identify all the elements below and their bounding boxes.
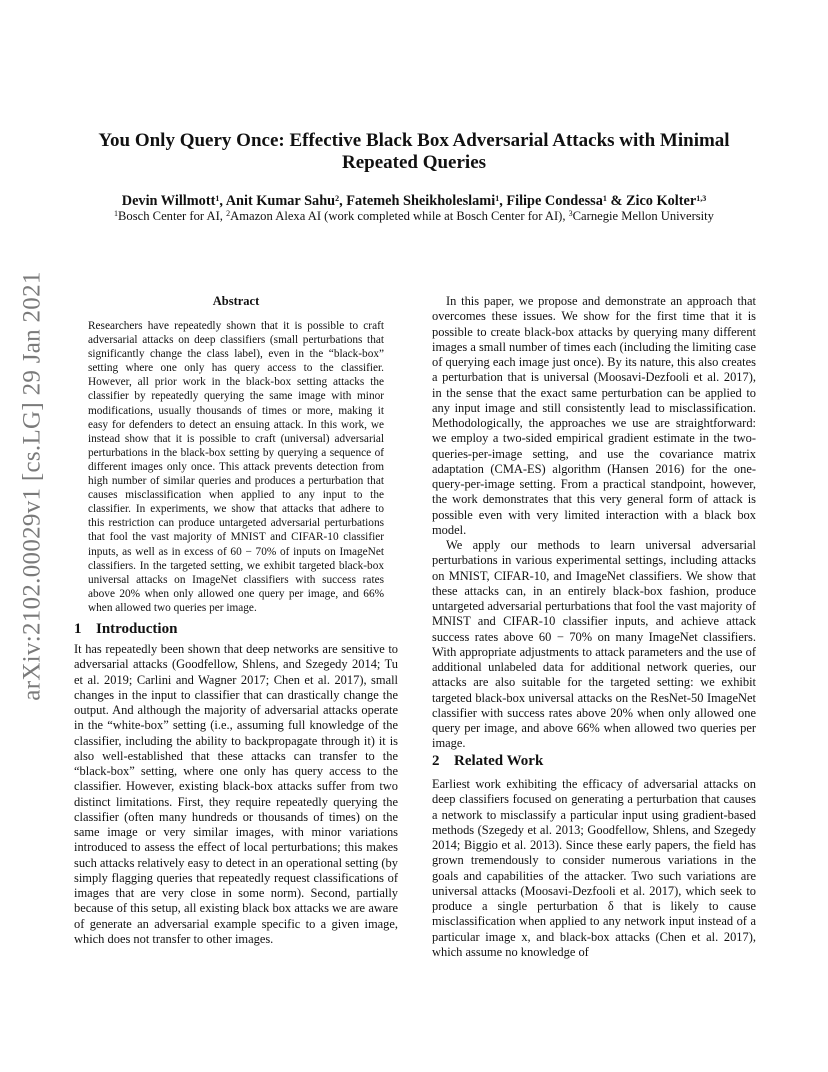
author-name: Devin Willmott <box>121 193 216 209</box>
affiliation-text: Amazon Alexa AI (work completed while at Bosch Center for AI), <box>230 209 569 223</box>
author-name: Zico Kolter <box>625 193 697 209</box>
author-affiliation-mark: 1 <box>495 194 500 203</box>
section-heading-related-work <box>432 752 543 770</box>
abstract-paragraph: Researchers have repeatedly shown that it is possible to craft adversarial attacks on deep classifiers (small perturbations that significantly change the class label), even in the “black-box” setting where one only has query access to the classifier. However, all prior work in the black-box setting attacks the classifier by repeatedly querying the same image with minor modifications, usually thousands of times or more, making it easy for defenders to detect an ensuing attack. In this work, we instead show that it is possible to craft (universal) adversarial perturbations in the black-box setting by querying a sequence of different images only once. This attack prevents detection from high number of similar queries and produces a perturbation that causes misclassification when applied to any input to the classifier. In experiments, we show that attacks that adhere to this restriction can produce untargeted adversarial perturbations that fool the vast majority of MNIST and CIFAR-10 classifier inputs, as well as in excess of 60 − 70% of inputs on ImageNet classifiers. In the targeted setting, we exhibit targeted black-box universal attacks on ImageNet classifiers with success rates above 20% when only allowed one query per image, and 66% when allowed two queries per image. <box>88 320 384 614</box>
related-work-body <box>432 777 756 960</box>
affiliation-mark: 3 <box>568 209 573 218</box>
section-title: Related Work <box>454 753 544 769</box>
abstract-body <box>88 319 384 615</box>
introduction-continued-body <box>432 294 756 752</box>
paragraph: Earliest work exhibiting the efficacy of adversarial attacks on deep classifiers focused on generating a perturbation that causes a network to misclassify a particular input using gradient-based methods (Szegedy et al. 2013; Goodfellow, Shlens, and Szegedy 2014; Biggio et al. 2013). Since these early papers, the field has grown tremendously to consider numerous variations in the goals and capabilities of the attacker. Two such variations are universal attacks (Moosavi-Dezfooli et al. 2017), which seek to produce a single perturbation δ that is likely to cause misclassification when applied to any network input instead of a particular image x, and black-box attacks (Chen et al. 2017), which assume no knowledge of <box>432 777 756 959</box>
affiliation-text: Carnegie Mellon University <box>572 209 714 223</box>
arxiv-identifier-text: arXiv:2102.00029v1 [cs.LG] 29 Jan 2021 <box>19 271 46 701</box>
arxiv-identifier-stamp <box>18 271 48 701</box>
section-heading-introduction <box>74 620 177 638</box>
author-name: Anit Kumar Sahu <box>225 193 336 209</box>
section-number: 2 <box>432 753 440 769</box>
author-list: Devin Willmott$^1$, Anit Kumar Sahu$^2$, Fatemeh Sheikholeslami$^1$, Filipe Condessa$^1$ & Zico Kolter$^{1,3}$ <box>121 193 707 209</box>
author-affiliation-mark: 2 <box>335 194 340 203</box>
affiliation-mark: 1 <box>114 209 119 218</box>
section-title: Introduction <box>96 621 178 637</box>
introduction-body <box>74 642 398 947</box>
paragraph: We apply our methods to learn universal adversarial perturbations in various experimental settings, including attacks on MNIST, CIFAR-10, and ImageNet classifiers. We show that these attacks can, in an entirely black-box fashion, produce untargeted adversarial perturbations that fool the vast majority of MNIST and CIFAR-10 classifier inputs, and achieve attack success rates above 60 − 70% on many ImageNet classifiers. With appropriate adjustments to attack parameters and the use of additional unlabeled data for additional network queries, our attacks are also suitable for the targeted setting: we exhibit targeted black-box universal attacks on the ResNet-50 ImageNet classifier with success rates above 20% when only allowed one query per image, and above 66% when allowed two queries per image. <box>432 538 756 751</box>
paper-title: You Only Query Once: Effective Black Box Adversarial Attacks with Minimal Repeated Queries <box>98 130 730 173</box>
affiliation-mark: 2 <box>226 209 231 218</box>
paragraph: In this paper, we propose and demonstrate an approach that overcomes these issues. We show for the first time that it is possible to create black-box attacks by querying many different images a small number of times each (including the limiting case of querying each image just once). By its nature, this also creates a perturbation that is universal (Moosavi-Dezfooli et al. 2017), in the sense that the exact same perturbation can be applied to any input image and still consistently lead to misclassification. Methodologically, the approaches we use are straightforward: we employ a two-sided empirical gradient estimate in the two-queries-per-image setting, and use the covariance matrix adaptation (CMA-ES) algorithm (Hansen 2016) for the one-query-per-image setting. From a practical standpoint, however, the work demonstrates that this very general form of attack is possible even with very limited interaction with a black box model. <box>432 294 756 537</box>
affiliation-text: Bosch Center for AI, <box>118 209 227 223</box>
section-number: 1 <box>74 621 82 637</box>
abstract-heading: Abstract <box>212 294 260 308</box>
author-affiliation-mark: 1 <box>215 194 220 203</box>
author-affiliation-mark: 1 <box>602 194 607 203</box>
affiliation-list <box>60 208 768 224</box>
author-name: Fatemeh Sheikholeslami <box>346 193 496 209</box>
paragraph: It has repeatedly been shown that deep networks are sensitive to adversarial attacks (Goodfellow, Shlens, and Szegedy 2014; Tu et al. 2019; Carlini and Wagner 2017; Chen et al. 2017), small changes in the input to classifier that can drastically change the output. And although the majority of adversarial attacks operate in the “white-box” setting (i.e., assuming full knowledge of the classifier, including the ability to backpropagate through it) it is also well-established that these attacks can transfer to the “black-box” setting, where one only has query access to the classifier. However, existing black-box attacks suffer from two distinct limitations. First, they require repeatedly querying the classifier (often many hundreds or thousands of times) on the same image or very similar images, with minor variations introduced to assess the effect of local perturbations; this makes such attacks relatively easy to detect in an operational setting (by simply flagging queries that repeatedly request classifications of images that are very close in some norm). Second, partially because of this setup, all existing black box attacks we are aware of generate an adversarial example specific to a given image, which does not transfer to other images. <box>74 642 398 946</box>
author-name: Filipe Condessa <box>506 193 603 209</box>
author-affiliation-mark: 1,3 <box>696 194 707 203</box>
